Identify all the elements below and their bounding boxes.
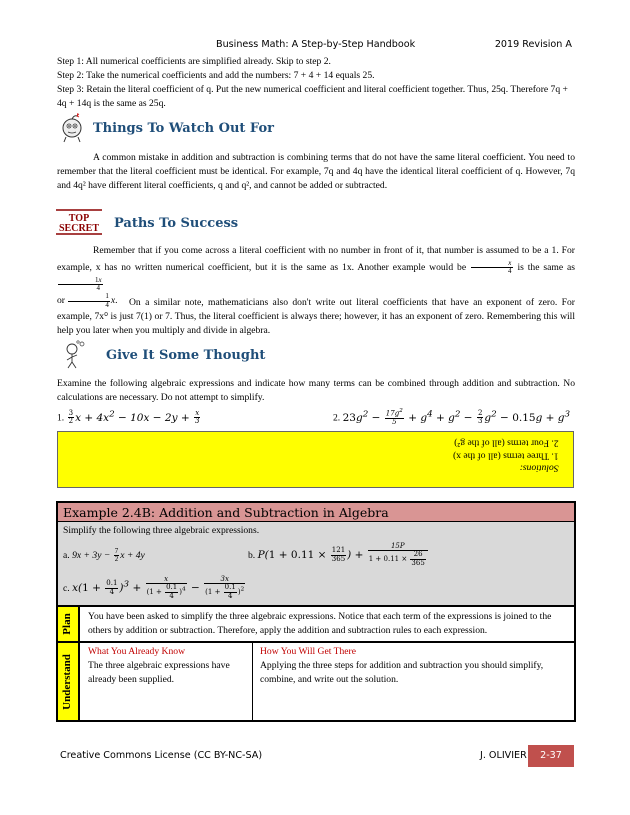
license-text: Creative Commons License (CC BY-NC-SA) — [60, 750, 263, 761]
page-number-badge: 2-37 — [528, 745, 574, 767]
thought-title: Give It Some Thought — [106, 348, 266, 363]
book-title: Business Math: A Step-by-Step Handbook — [216, 39, 416, 50]
watch-paragraph: A common mistake in addition and subtraction is combining terms that do not have the same literal coefficient. You need to remember that the literal coefficient must be identical. For example, 7q and 4q have the identical literal coefficient of q. However, 7q and 4q² have different literal coefficients, q and q², and cannot be added or subtracted. — [57, 152, 575, 191]
example-box — [56, 501, 576, 722]
solutions-inverted-text — [447, 434, 565, 475]
expression-a: a. 9x + 3y − $\frac{7}{2}$ x + 4y — [63, 547, 145, 564]
example-body — [58, 522, 574, 607]
paths-paragraph-1: Remember that if you come across a literal coefficient with no number in front of it, that number is assumed to be a 1. For example, x has no written numerical coefficient, but it is the same as 1x. Another example would be $\frac{x}{4}$ is the same as $\frac{1x}{4}$ or $\frac{1}{4}$ x. — [57, 245, 575, 309]
plan-tab: Plan — [58, 607, 80, 641]
question-2-expression: $23g^2$ − $\frac{17g^2}{5}$ + $g^4 + g^2$ − $\frac{2}{3}$ $g^2 - 0.15g + g^3$ — [342, 408, 571, 427]
expression-c: c. x(1 + $\frac{0.1}{4}$ )$^3$ + x (1 + $\frac{0.1}{4}$ )$^4$ − 3x (1 + $\frac{0.1}{4}$ )$^2$ — [63, 575, 245, 600]
step-2: Step 2: Take the numerical coefficients and add the numbers: 7 + 4 + 14 equals 25. — [57, 69, 375, 81]
know-column — [88, 643, 253, 720]
question-1: 1. $\frac{3}{2}$ $x + 4x^2 - 10x - 2y$ + $\frac{x}{3}$ — [57, 408, 200, 425]
solution-2: 2. Four terms (all of the g²) — [454, 437, 559, 449]
solutions-box — [57, 431, 574, 488]
understand-row — [58, 643, 574, 720]
fraction-x-over-4: $\frac{x}{4}$ — [471, 260, 513, 276]
stamp-top-text: TOP — [68, 213, 90, 224]
step-3: Step 3: Retain the literal coefficient of q. Put the new numerical coefficient and literal coefficient together. Thus, 25q. Therefore 7q + 4q + 14q is the same as 25q. — [57, 83, 568, 109]
paths-paragraph-2: On a similar note, mathematicians also don't write out literal coefficients that have an exponent of zero. For example, 7x⁰ is just 7(1) or 7. Thus, the literal coefficient is always there; however, it has an exponent of zero. Remembering this will help you later when you multiply and divide in algebra. — [57, 297, 575, 336]
fraction-1-over-4: $\frac{1}{4}$ — [68, 293, 110, 309]
plan-text: You have been asked to simplify the three algebraic expressions. Notice that each term of the expressions is joined to the others by addition or subtraction. Therefore, apply the addition and subtraction rules to each expression. — [88, 611, 552, 636]
step-1: Step 1: All numerical coefficients are simplified already. Skip to step 2. — [57, 56, 331, 67]
solution-1: 1. Three terms (all of the x) — [453, 449, 559, 461]
know-text: The three algebraic expressions have already been supplied. — [88, 659, 230, 685]
example-title: Example 2.4B: Addition and Subtraction in Algebra — [58, 503, 574, 522]
get-heading: How You Will Get There — [260, 646, 356, 657]
bomb-character-icon — [58, 113, 86, 143]
revision-label: 2019 Revision A — [494, 39, 572, 50]
stamp-secret-text: SECRET — [58, 223, 100, 234]
know-heading: What You Already Know — [88, 646, 185, 657]
steps-block — [57, 55, 577, 111]
author-text: J. OLIVIER — [480, 750, 527, 761]
page-footer — [60, 745, 574, 767]
paths-text-b: is the same as — [517, 261, 575, 273]
paths-text-a: Remember that if you come across a literal coefficient with no number in front of it, that number is assumed to be a 1. For example, x has no written numerical coefficient, but it is the same as 1x. Another example would be — [57, 245, 575, 273]
get-column — [260, 643, 568, 720]
thought-paragraph: Examine the following algebraic expressions and indicate how many terms can be combined through addition and subtraction. No calculations are necessary. Do not attempt to simplify. — [57, 378, 575, 403]
expression-b: b. P(1 + 0.11 × $\frac{121}{365}$ ) + 15P 1 + 0.11 × $\frac{26}{365}$ — [248, 543, 429, 567]
solutions-label: Solutions: — [520, 462, 559, 474]
watch-title: Things To Watch Out For — [93, 121, 274, 136]
plan-row — [58, 607, 574, 643]
paths-text-c: or — [57, 295, 65, 307]
top-secret-stamp-icon — [54, 208, 104, 236]
thinking-figure-icon — [60, 340, 88, 370]
get-text: Applying the three steps for addition and subtraction you should simplify, combine, and write out the solution. — [260, 659, 544, 685]
question-1-expression: $\frac{3}{2}$ $x + 4x^2 - 10x - 2y$ + $\frac{x}{3}$ — [68, 408, 200, 425]
question-2: 2. $23g^2$ − $\frac{17g^2}{5}$ + $g^4 + g^2$ − $\frac{2}{3}$ $g^2 - 0.15g + g^3$ — [333, 408, 571, 427]
paths-title: Paths To Success — [114, 216, 239, 231]
understand-tab: Understand — [58, 643, 80, 720]
fraction-1x-over-4: $\frac{1x}{4}$ — [58, 277, 103, 293]
example-instruction: Simplify the following three algebraic expressions. — [63, 525, 260, 536]
